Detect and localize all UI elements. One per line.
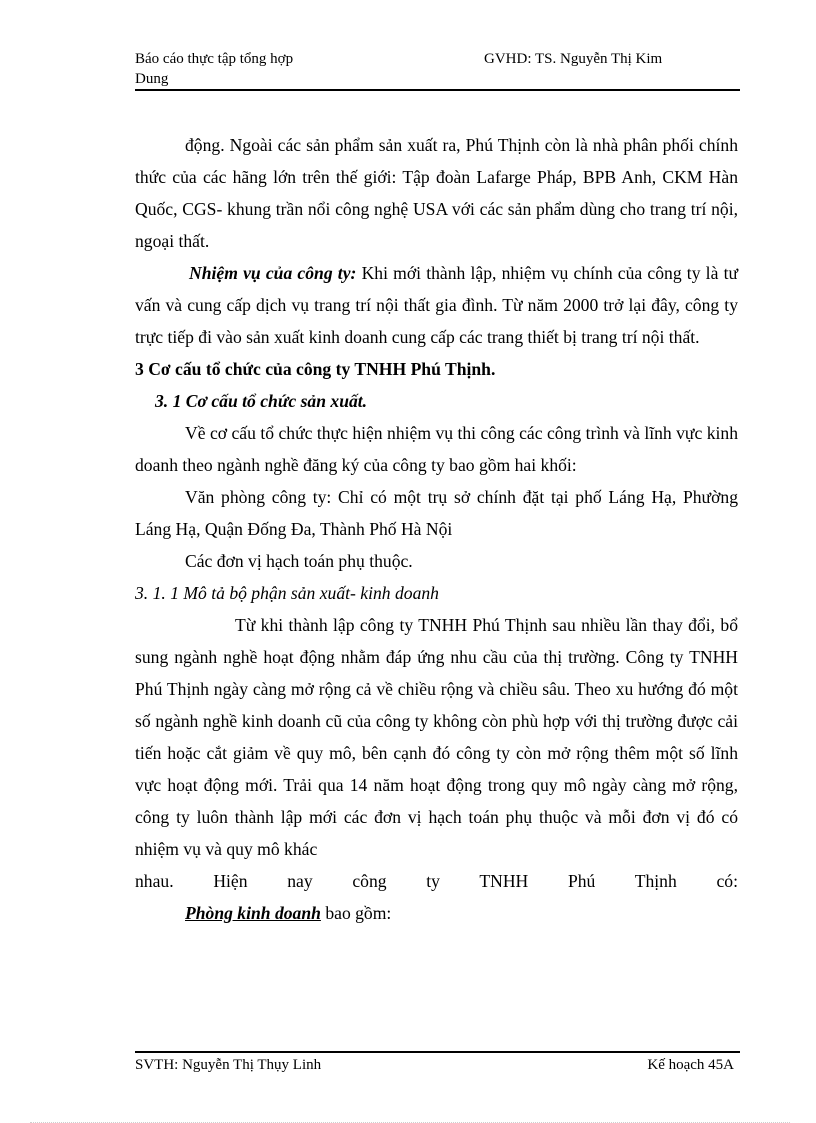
paragraph-office: Văn phòng công ty: Chỉ có một trụ sở chính đặt tại phố Láng Hạ, Phường Láng Hạ, Quận Đống Đa, Thành Phố Hà Nội <box>135 487 738 539</box>
business-dept-label: Phòng kinh doanh <box>185 903 321 923</box>
paragraph-business-dept <box>135 897 738 929</box>
header-advisor-wrap: Dung <box>135 71 169 87</box>
heading-section-3-1: 3. 1 Cơ cấu tổ chức sản xuất. <box>155 391 368 411</box>
heading-section-3-1-1: 3. 1. 1 Mô tả bộ phận sản xuất- kinh doanh <box>135 583 439 603</box>
header-report-title: Báo cáo thực tập tổng hợp <box>135 51 294 67</box>
header-rule <box>135 89 740 91</box>
paragraph-units: Các đơn vị hạch toán phụ thuộc. <box>185 551 413 571</box>
footer-rule <box>135 1051 740 1053</box>
document-body <box>135 129 738 929</box>
mission-text: Khi mới thành lập, nhiệm vụ chính của công ty là tư vấn và cung cấp dịch vụ trang trí nội thất gia đình. Từ năm 2000 trở lại đây, công ty trực tiếp đi vào sản xuất kinh doanh cung cấp các trang thiết bị trang trí nội thất. <box>135 263 738 347</box>
business-dept-text: bao gồm: <box>320 903 392 923</box>
footer-class: Kế hoạch 45A <box>647 1057 734 1073</box>
heading-section-3: 3 Cơ cấu tổ chức của công ty TNHH Phú Thịnh. <box>135 359 496 379</box>
paragraph-development: Từ khi thành lập công ty TNHH Phú Thịnh sau nhiều lần thay đổi, bổ sung ngành nghề hoạt động nhằm đáp ứng nhu cầu của thị trường. Công ty TNHH Phú Thịnh ngày càng mở rộng cả về chiều rộng và chiều sâu. Theo xu hướng đó một số ngành nghề kinh doanh cũ của công ty không còn phù hợp với thị trường được cải tiến hoặc cắt giảm về quy mô, bên cạnh đó công ty còn mở rộng thêm một số lĩnh vực hoạt động mới. Trải qua 14 năm hoạt động trong quy mô ngày càng mở rộng, công ty luôn thành lập mới các đơn vị hạch toán phụ thuộc và mỗi đơn vị đó có nhiệm vụ và quy mô khác <box>135 615 738 859</box>
paragraph-mission <box>135 257 738 353</box>
header-advisor: GVHD: TS. Nguyễn Thị Kim <box>484 51 663 67</box>
paragraph-structure: Về cơ cấu tổ chức thực hiện nhiệm vụ thi công các công trình và lĩnh vực kinh doanh theo ngành nghề đăng ký của công ty bao gồm hai khối: <box>135 423 738 475</box>
mission-label: Nhiệm vụ của công ty: <box>189 263 357 283</box>
paragraph-products: động. Ngoài các sản phẩm sản xuất ra, Phú Thịnh còn là nhà phân phối chính thức của các hãng lớn trên thế giới: Tập đoàn Lafarge Pháp, BPB Anh, CKM Hàn Quốc, CGS- khung trần nổi công nghệ USA với các sản phẩm dùng cho trang trí nội, ngoại thất. <box>135 135 738 251</box>
footer-student: SVTH: Nguyễn Thị Thụy Linh <box>135 1057 322 1073</box>
paragraph-development-last-line: nhau. Hiện nay công ty TNHH Phú Thịnh có: <box>135 871 738 891</box>
